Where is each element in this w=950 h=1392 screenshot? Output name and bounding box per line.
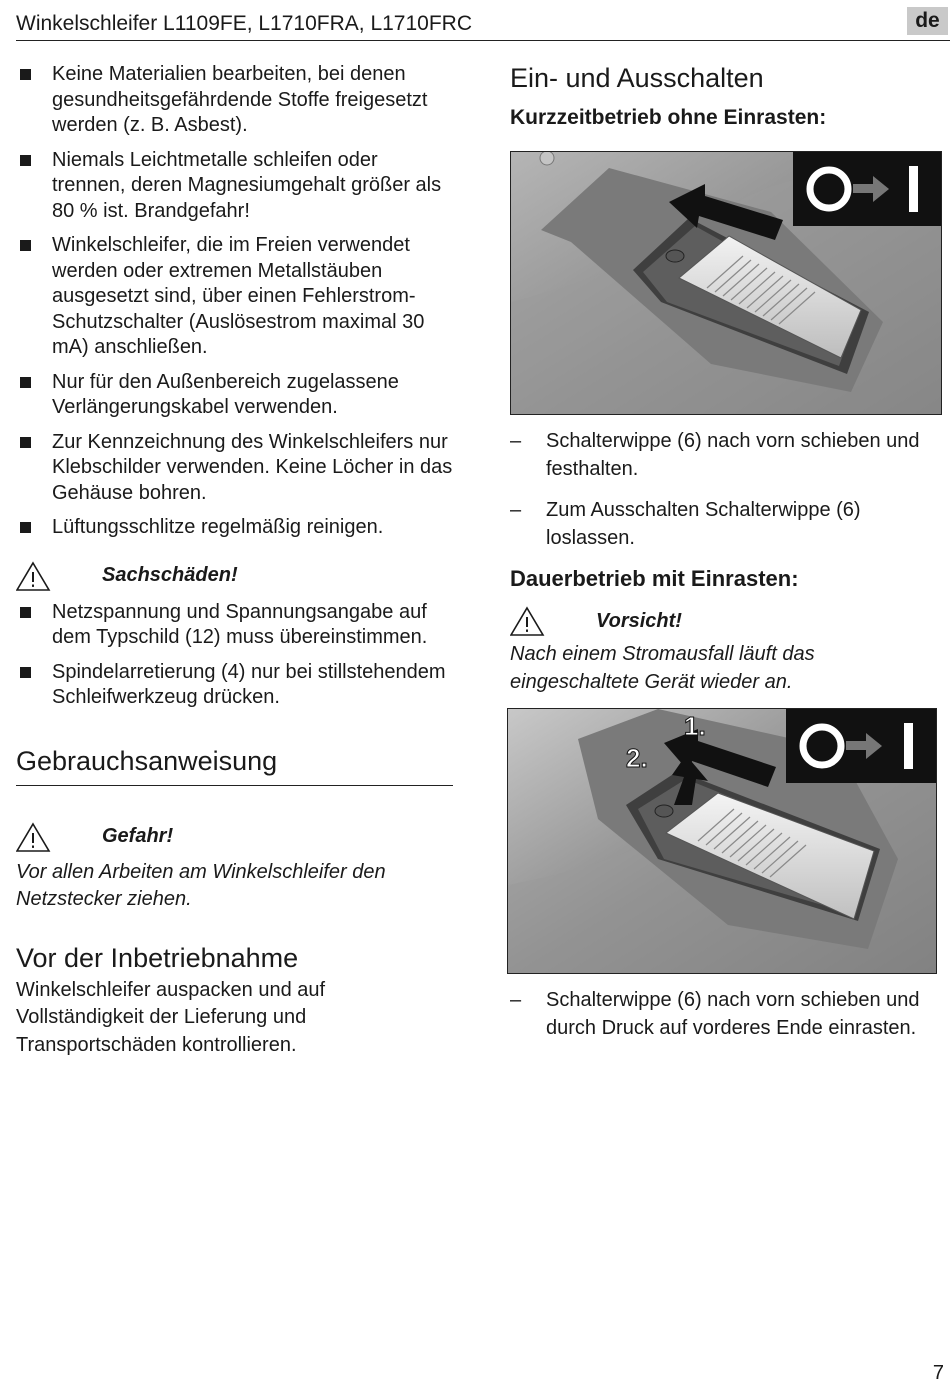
caution-warning — [510, 605, 942, 637]
switch-figure-latched — [507, 708, 937, 974]
list-item: Spindelarretierung (4) nur bei stillstehendem Schleifwerkzeug drücken. — [16, 660, 456, 711]
warning-triangle-icon — [510, 605, 596, 637]
list-item: Lüftungsschlitze regelmäßig reinigen. — [16, 515, 456, 541]
language-badge: de — [907, 7, 948, 35]
caution-warning-text: Nach einem Stromausfall läuft das eingeschaltete Gerät wieder an. — [510, 643, 815, 693]
step-label-2: 2. — [626, 743, 648, 773]
kurzzeit-heading: Kurzzeitbetrieb ohne Einrasten: — [510, 106, 827, 129]
running-header-title: Winkelschleifer L1109FE, L1710FRA, L1710FRC — [16, 12, 473, 35]
danger-warning-text: Vor allen Arbeiten am Winkelschleifer den Netzstecker ziehen. — [16, 860, 386, 910]
danger-warning — [16, 821, 456, 853]
momentary-steps-list — [510, 427, 942, 552]
latched-steps-list — [510, 986, 942, 1042]
list-item: Nur für den Außenbereich zugelassene Verlängerungskabel verwenden. — [16, 370, 456, 421]
left-column — [16, 62, 456, 1059]
property-damage-bullet-list — [16, 600, 456, 711]
warning-triangle-icon — [16, 821, 102, 853]
page-number: 7 — [932, 1362, 944, 1384]
warning-triangle-icon — [16, 560, 102, 592]
list-item: – Schalterwippe (6) nach vorn schieben und durch Druck auf vorderes Ende einrasten. — [510, 986, 942, 1042]
list-item: Niemals Leichtmetalle schleifen oder trennen, deren Magnesiumgehalt größer als 80 % ist. Brandgefahr! — [16, 148, 456, 225]
right-column — [510, 62, 942, 1055]
sachschaeden-warning — [16, 560, 456, 592]
list-item: Keine Materialien bearbeiten, bei denen gesundheitsgefährdende Stoffe freigesetzt werden (z. B. Asbest). — [16, 62, 456, 139]
safety-bullet-list — [16, 62, 456, 541]
switch-illustration — [508, 709, 937, 974]
section-rule — [16, 785, 453, 786]
inbetriebnahme-heading: Vor der Inbetriebnahme — [16, 942, 299, 973]
warning-title: Vorsicht! — [596, 609, 682, 632]
switch-illustration — [511, 152, 942, 415]
header-rule — [16, 40, 950, 41]
list-item: – Schalterwippe (6) nach vorn schieben und festhalten. — [510, 427, 942, 483]
switch-figure-momentary — [510, 151, 942, 415]
list-item: – Zum Ausschalten Schalterwippe (6) loslassen. — [510, 496, 942, 552]
warning-title: Sachschäden! — [102, 564, 238, 586]
gebrauchsanweisung-heading: Gebrauchsanweisung — [16, 745, 278, 776]
warning-title: Gefahr! — [102, 825, 174, 847]
ein-ausschalten-heading: Ein- und Ausschalten — [510, 63, 764, 93]
inbetriebnahme-text: Winkelschleifer auspacken und auf Vollständigkeit der Lieferung und Transportschäden kontrollieren. — [16, 978, 326, 1056]
list-item: Winkelschleifer, die im Freien verwendet werden oder extremen Metallstäuben ausgesetzt sind, über einen Fehlerstrom-Schutzschalter (Auslösestrom maximal 30 mA) anschließen. — [16, 233, 456, 361]
list-item: Zur Kennzeichnung des Winkelschleifers nur Klebschilder verwenden. Keine Löcher in das Gehäuse bohren. — [16, 430, 456, 507]
step-label-1: 1. — [684, 711, 706, 741]
list-item: Netzspannung und Spannungsangabe auf dem Typschild (12) muss übereinstimmen. — [16, 600, 456, 651]
dauer-heading: Dauerbetrieb mit Einrasten: — [510, 566, 799, 591]
